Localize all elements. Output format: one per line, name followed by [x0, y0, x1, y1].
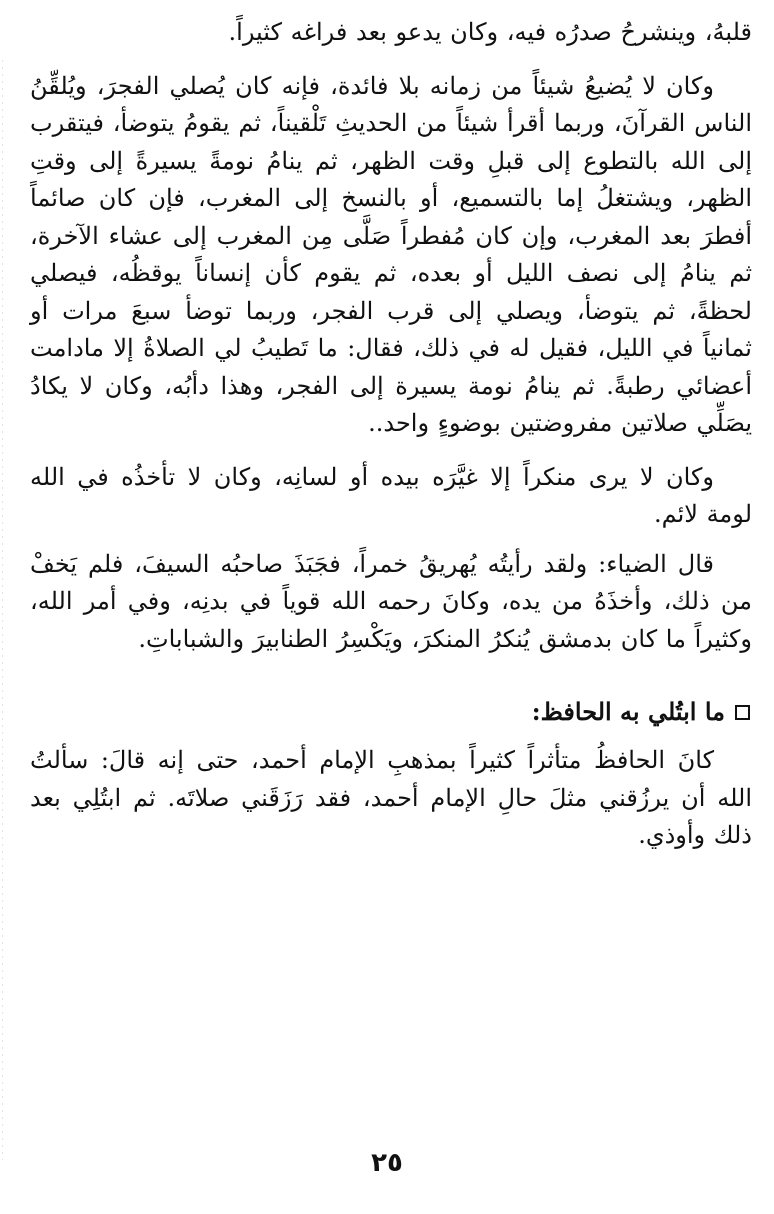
paragraph-daily-routine: وكان لا يُضيعُ شيئاً من زمانه بلا فائدة، فإنه كان يُصلي الفجرَ، ويُلقِّنُ الناس القرآنَ، وربما أقرأ شيئاً من الحديثِ تَلْقيناً، ثم يقومُ يتوضأ، فيتقرب إلى الله بالتطوع إلى قبلِ وقت الظهر، ثم ينامُ نومةً يسيرةً إلى وقتِ الظهر، ويشتغلُ إما بالتسميع، أو بالنسخ إلى المغرب، فإن كان صائماً أفطرَ بعد المغرب، وإن كان مُفطراً صَلَّى مِن المغرب إلى عشاء الآخرة، ثم ينامُ إلى نصف الليل أو بعده، ثم يقوم كأن إنساناً يوقظُه، فيصلي لحظةً، ثم يتوضأ، ويصلي إلى قرب الفجر، وربما توضأ سبعَ مرات أو ثمانياً في الليل، فقيل له في ذلك، فقال: ما تَطيبُ لي الصلاةُ إلا مادامت أعضائي رطبةً. ثم ينامُ نومة يسيرة إلى الفجر، وهذا دأبُه، وكان لا يكادُ يصَلِّي صلاتين مفروضتين بوضوءٍ واحد..: [30, 71, 753, 437]
section-heading: [30, 694, 752, 730]
paragraph-forbidding-evil: وكان لا يرى منكراً إلا غيَّرَه بيده أو لسانِه، وكان لا تأخذُه في الله لومة لائم.: [30, 462, 752, 528]
page-number: ٢٥: [371, 1148, 403, 1178]
square-bullet-icon: [735, 705, 750, 720]
page-edge-shadow: [2, 60, 3, 1160]
paragraph-diyaa-account: قال الضياء: ولقد رأيتُه يُهريقُ خمراً، فجَبَذَ صاحبُه السيفَ، فلم يَخفْ من ذلك، وأخذَهُ من يده، وكانَ رحمه الله قوياً في بدنِه، وفي أمر الله، وكثيراً ما كان بدمشق يُنكرُ المنكرَ، ويَكْسِرُ الطنابيرَ والشباباتِ.: [30, 549, 752, 653]
book-page-body: [30, 14, 752, 855]
section-heading-text: ما ابتُلي به الحافظ:: [531, 697, 725, 726]
paragraph-trial: كانَ الحافظُ متأثراً كثيراً بمذهبِ الإمام أحمد، حتى إنه قالَ: سألتُ الله أن يرزُقني مثلَ حالِ الإمام أحمد، فقد رَزَقَني صلاتَه. ثم ابتُلِي بعد ذلك وأوذي.: [30, 746, 752, 849]
paragraph-continuation: قلبهُ، وينشرحُ صدرُه فيه، وكان يدعو بعد فراغه كثيراً.: [228, 18, 752, 46]
